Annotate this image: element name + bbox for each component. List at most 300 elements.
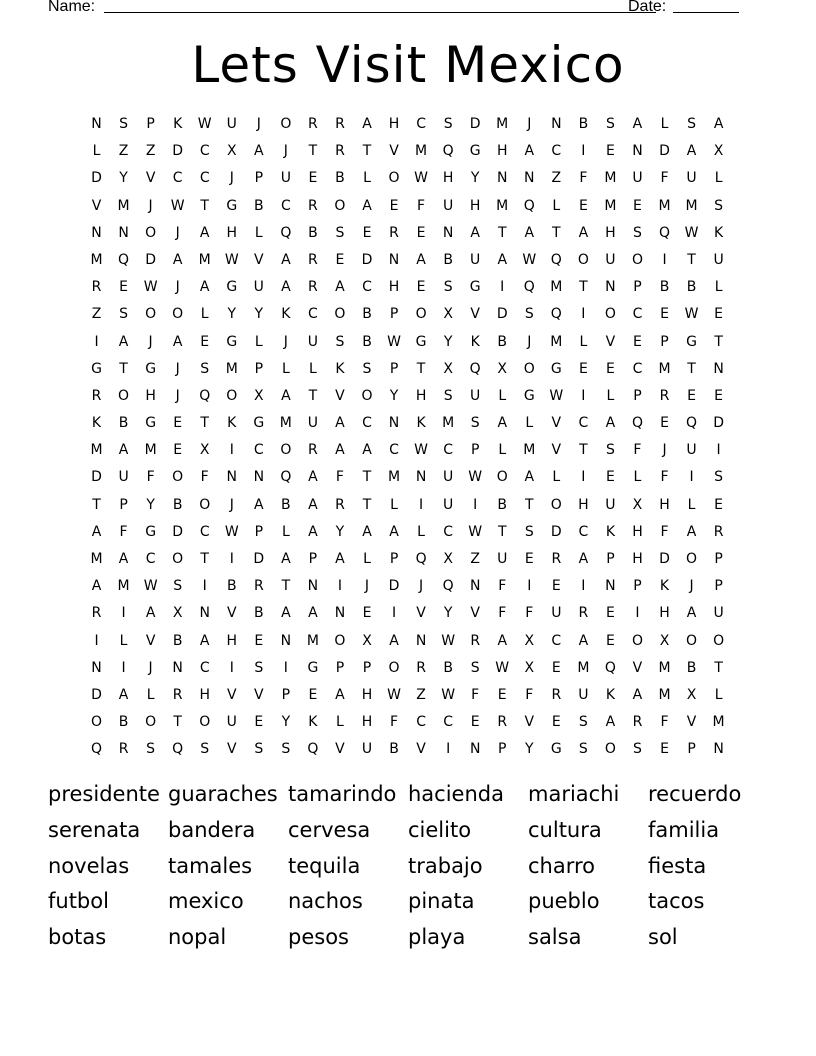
grid-letter[interactable]: C <box>443 442 454 459</box>
grid-letter[interactable]: M <box>117 578 130 595</box>
grid-letter[interactable]: O <box>334 306 346 323</box>
grid-letter[interactable]: A <box>281 279 291 296</box>
grid-letter[interactable]: I <box>94 333 99 350</box>
grid-letter[interactable]: G <box>226 333 238 350</box>
grid-letter[interactable]: I <box>716 442 721 459</box>
grid-letter[interactable]: V <box>551 415 562 432</box>
grid-letter[interactable]: A <box>118 442 129 459</box>
grid-letter[interactable]: K <box>91 415 102 432</box>
grid-letter[interactable]: A <box>199 279 210 296</box>
grid-letter[interactable]: E <box>308 686 318 703</box>
grid-letter[interactable]: H <box>145 387 156 404</box>
grid-letter[interactable]: I <box>121 659 126 676</box>
grid-letter[interactable]: Q <box>280 469 292 486</box>
grid-letter[interactable]: L <box>200 306 209 323</box>
grid-letter[interactable]: V <box>470 306 480 323</box>
grid-letter[interactable]: D <box>145 251 156 268</box>
grid-letter[interactable]: Q <box>280 224 292 241</box>
grid-letter[interactable]: J <box>229 170 234 187</box>
grid-letter[interactable]: P <box>335 659 345 676</box>
grid-letter[interactable]: D <box>253 551 265 567</box>
grid-letter[interactable]: I <box>635 605 640 622</box>
grid-letter[interactable]: Q <box>523 279 535 296</box>
grid-letter[interactable]: S <box>119 116 129 132</box>
grid-letter[interactable]: H <box>226 632 238 649</box>
grid-letter[interactable]: V <box>416 605 426 622</box>
grid-letter[interactable]: P <box>389 551 399 567</box>
grid-letter[interactable]: B <box>443 659 453 676</box>
grid-letter[interactable]: H <box>605 224 616 241</box>
grid-letter[interactable]: G <box>469 279 481 296</box>
grid-letter[interactable]: A <box>308 523 318 540</box>
grid-letter[interactable]: I <box>446 741 451 758</box>
grid-letter[interactable]: V <box>389 143 399 160</box>
grid-letter[interactable]: L <box>714 170 723 187</box>
grid-letter[interactable]: C <box>443 523 454 540</box>
grid-letter[interactable]: E <box>119 279 128 296</box>
grid-letter[interactable]: S <box>714 469 724 486</box>
grid-letter[interactable]: I <box>391 605 397 622</box>
grid-letter[interactable]: A <box>254 496 264 513</box>
grid-letter[interactable]: E <box>660 741 669 758</box>
grid-letter[interactable]: K <box>227 415 237 432</box>
grid-letter[interactable]: A <box>308 605 318 622</box>
grid-letter[interactable]: D <box>713 415 724 432</box>
grid-letter[interactable]: N <box>442 224 454 241</box>
grid-letter[interactable]: G <box>226 197 238 214</box>
grid-letter[interactable]: F <box>660 469 669 486</box>
grid-letter[interactable]: E <box>416 224 426 241</box>
grid-letter[interactable]: R <box>551 551 562 567</box>
grid-letter[interactable]: A <box>497 632 508 649</box>
grid-letter[interactable]: L <box>552 197 561 214</box>
grid-letter[interactable]: E <box>254 632 264 649</box>
grid-letter[interactable]: P <box>362 659 372 676</box>
grid-letter[interactable]: O <box>145 714 157 731</box>
grid-letter[interactable]: K <box>470 333 480 350</box>
grid-letter[interactable]: T <box>687 251 696 268</box>
grid-letter[interactable]: L <box>336 714 344 731</box>
grid-letter[interactable]: P <box>254 360 264 377</box>
grid-letter[interactable]: H <box>388 279 400 296</box>
grid-letter[interactable]: Z <box>91 306 102 323</box>
grid-letter[interactable]: S <box>173 578 183 595</box>
grid-letter[interactable]: N <box>388 251 400 268</box>
grid-letter[interactable]: U <box>632 170 643 187</box>
grid-letter[interactable]: U <box>226 714 237 731</box>
grid-letter[interactable]: D <box>659 143 670 160</box>
grid-letter[interactable]: F <box>390 714 399 731</box>
grid-letter[interactable]: Y <box>524 741 534 758</box>
grid-letter[interactable]: V <box>524 714 535 731</box>
grid-letter[interactable]: N <box>334 605 346 622</box>
grid-letter[interactable]: H <box>496 143 508 160</box>
grid-letter[interactable]: X <box>443 360 453 377</box>
grid-letter[interactable]: M <box>658 360 671 377</box>
grid-letter[interactable]: A <box>335 551 345 567</box>
grid-letter[interactable]: R <box>91 605 102 622</box>
grid-letter[interactable]: A <box>335 442 345 459</box>
grid-letter[interactable]: T <box>416 360 426 377</box>
grid-letter[interactable]: A <box>686 143 697 160</box>
grid-letter[interactable]: A <box>497 415 508 432</box>
grid-letter[interactable]: L <box>363 170 371 187</box>
grid-letter[interactable]: U <box>443 496 454 513</box>
grid-letter[interactable]: N <box>551 116 562 132</box>
grid-letter[interactable]: W <box>170 197 185 214</box>
grid-letter[interactable]: B <box>254 197 264 214</box>
grid-letter[interactable]: Y <box>227 306 237 323</box>
grid-letter[interactable]: P <box>633 387 642 404</box>
grid-letter[interactable]: D <box>388 578 400 595</box>
grid-letter[interactable]: G <box>523 387 535 404</box>
grid-letter[interactable]: T <box>173 714 182 731</box>
grid-letter[interactable]: F <box>633 442 642 459</box>
grid-letter[interactable]: O <box>118 387 130 404</box>
grid-letter[interactable]: I <box>581 143 586 160</box>
grid-letter[interactable]: L <box>281 360 290 377</box>
grid-letter[interactable]: R <box>253 578 264 595</box>
grid-letter[interactable]: W <box>387 686 401 703</box>
grid-letter[interactable]: N <box>632 143 643 160</box>
grid-letter[interactable]: C <box>308 306 318 323</box>
grid-letter[interactable]: A <box>281 387 291 404</box>
grid-letter[interactable]: I <box>283 659 288 676</box>
grid-letter[interactable]: M <box>604 197 617 214</box>
grid-letter[interactable]: L <box>714 279 723 296</box>
grid-letter[interactable]: T <box>524 496 534 513</box>
grid-letter[interactable]: E <box>416 279 426 296</box>
grid-letter[interactable]: T <box>714 333 723 350</box>
grid-letter[interactable]: E <box>633 197 642 214</box>
grid-letter[interactable]: V <box>145 632 156 649</box>
grid-letter[interactable]: A <box>605 415 616 432</box>
grid-letter[interactable]: X <box>199 442 210 459</box>
grid-letter[interactable]: G <box>686 333 697 350</box>
grid-letter[interactable]: C <box>443 714 454 731</box>
grid-letter[interactable]: Q <box>604 659 616 676</box>
grid-letter[interactable]: N <box>199 605 210 622</box>
grid-letter[interactable]: M <box>604 170 617 187</box>
grid-letter[interactable]: A <box>172 251 183 268</box>
grid-letter[interactable]: E <box>605 632 615 649</box>
grid-letter[interactable]: T <box>579 279 588 296</box>
grid-letter[interactable]: A <box>281 551 291 567</box>
grid-letter[interactable]: M <box>90 551 103 567</box>
grid-letter[interactable]: Y <box>443 605 453 622</box>
grid-letter[interactable]: U <box>443 469 454 486</box>
grid-letter[interactable]: I <box>689 469 694 486</box>
grid-letter[interactable]: K <box>659 578 670 595</box>
grid-letter[interactable]: A <box>335 415 345 432</box>
grid-letter[interactable]: G <box>145 415 157 432</box>
grid-letter[interactable]: B <box>335 170 345 187</box>
grid-letter[interactable]: H <box>226 224 238 241</box>
grid-letter[interactable]: N <box>91 116 102 132</box>
grid-letter[interactable]: P <box>714 551 723 567</box>
grid-letter[interactable]: O <box>415 306 427 323</box>
grid-letter[interactable]: K <box>281 306 291 323</box>
grid-letter[interactable]: O <box>577 251 589 268</box>
grid-letter[interactable]: U <box>605 251 616 268</box>
grid-letter[interactable]: I <box>581 387 586 404</box>
grid-letter[interactable]: C <box>578 415 589 432</box>
grid-letter[interactable]: V <box>470 605 480 622</box>
grid-letter[interactable]: K <box>335 360 345 377</box>
grid-letter[interactable]: O <box>145 306 157 323</box>
grid-letter[interactable]: R <box>308 442 318 459</box>
grid-letter[interactable]: E <box>633 333 642 350</box>
grid-letter[interactable]: A <box>605 714 616 731</box>
grid-letter[interactable]: A <box>362 116 372 132</box>
grid-letter[interactable]: T <box>92 496 101 513</box>
grid-letter[interactable]: O <box>631 632 643 649</box>
grid-letter[interactable]: B <box>389 741 399 758</box>
grid-letter[interactable]: M <box>387 469 401 486</box>
grid-letter[interactable]: D <box>659 551 670 567</box>
grid-letter[interactable]: J <box>175 387 180 404</box>
grid-letter[interactable]: V <box>226 686 237 703</box>
grid-letter[interactable]: U <box>713 251 724 268</box>
grid-letter[interactable]: O <box>172 469 184 486</box>
grid-letter[interactable]: A <box>308 496 318 513</box>
grid-letter[interactable]: Q <box>631 415 643 432</box>
grid-letter[interactable]: L <box>254 333 263 350</box>
grid-letter[interactable]: R <box>335 496 345 513</box>
grid-letter[interactable]: R <box>632 714 643 731</box>
grid-letter[interactable]: G <box>550 741 562 758</box>
grid-letter[interactable]: B <box>686 279 697 296</box>
grid-letter[interactable]: S <box>524 306 534 323</box>
grid-letter[interactable]: S <box>146 741 156 758</box>
grid-letter[interactable]: S <box>443 387 453 404</box>
grid-letter[interactable]: B <box>172 496 183 513</box>
grid-letter[interactable]: V <box>632 659 643 676</box>
grid-letter[interactable]: R <box>308 251 318 268</box>
grid-letter[interactable]: L <box>552 469 561 486</box>
grid-letter[interactable]: R <box>91 387 102 404</box>
grid-letter[interactable]: J <box>175 224 180 241</box>
grid-letter[interactable]: A <box>470 224 480 241</box>
grid-letter[interactable]: H <box>388 116 400 132</box>
grid-letter[interactable]: M <box>523 442 536 459</box>
grid-letter[interactable]: X <box>524 632 535 649</box>
grid-letter[interactable]: K <box>173 116 183 132</box>
grid-letter[interactable]: S <box>335 224 345 241</box>
grid-letter[interactable]: I <box>500 279 505 296</box>
grid-letter[interactable]: H <box>578 496 589 513</box>
grid-letter[interactable]: Z <box>416 686 426 703</box>
grid-letter[interactable]: C <box>199 170 210 187</box>
grid-letter[interactable]: N <box>253 469 265 486</box>
grid-letter[interactable]: N <box>415 632 427 649</box>
grid-letter[interactable]: S <box>254 659 264 676</box>
grid-letter[interactable]: C <box>632 360 643 377</box>
grid-letter[interactable]: W <box>414 170 428 187</box>
grid-letter[interactable]: P <box>281 686 291 703</box>
grid-letter[interactable]: H <box>469 197 481 214</box>
grid-letter[interactable]: E <box>578 360 588 377</box>
grid-letter[interactable]: T <box>362 469 372 486</box>
grid-letter[interactable]: T <box>687 360 696 377</box>
grid-letter[interactable]: B <box>172 632 183 649</box>
grid-letter[interactable]: C <box>280 197 291 214</box>
grid-letter[interactable]: Q <box>469 360 481 377</box>
grid-letter[interactable]: N <box>496 170 508 187</box>
grid-letter[interactable]: N <box>469 741 481 758</box>
grid-letter[interactable]: L <box>687 496 696 513</box>
grid-letter[interactable]: H <box>659 605 670 622</box>
grid-letter[interactable]: G <box>253 415 265 432</box>
grid-letter[interactable]: Q <box>415 551 427 567</box>
grid-letter[interactable]: M <box>415 143 428 160</box>
grid-letter[interactable]: T <box>200 415 209 432</box>
grid-letter[interactable]: D <box>91 170 102 187</box>
grid-letter[interactable]: L <box>119 632 128 649</box>
grid-letter[interactable]: G <box>550 360 562 377</box>
grid-letter[interactable]: V <box>335 387 345 404</box>
grid-letter[interactable]: A <box>686 605 697 622</box>
grid-letter[interactable]: O <box>713 632 725 649</box>
grid-letter[interactable]: A <box>145 605 156 622</box>
grid-letter[interactable]: E <box>524 551 534 567</box>
grid-letter[interactable]: F <box>200 469 209 486</box>
grid-letter[interactable]: L <box>660 116 669 132</box>
grid-letter[interactable]: Q <box>91 741 103 758</box>
grid-letter[interactable]: F <box>498 578 507 595</box>
grid-letter[interactable]: Q <box>442 578 454 595</box>
grid-letter[interactable]: O <box>361 387 373 404</box>
grid-letter[interactable]: S <box>119 306 129 323</box>
grid-letter[interactable]: V <box>605 333 616 350</box>
grid-letter[interactable]: L <box>525 415 534 432</box>
grid-letter[interactable]: F <box>579 170 588 187</box>
grid-letter[interactable]: E <box>308 170 318 187</box>
grid-letter[interactable]: B <box>118 415 129 432</box>
grid-letter[interactable]: L <box>579 333 588 350</box>
grid-letter[interactable]: D <box>361 251 373 268</box>
grid-letter[interactable]: P <box>389 306 399 323</box>
grid-letter[interactable]: W <box>224 523 239 540</box>
grid-letter[interactable]: R <box>470 632 481 649</box>
grid-letter[interactable]: Q <box>442 143 454 160</box>
grid-letter[interactable]: B <box>578 116 589 132</box>
grid-letter[interactable]: O <box>550 496 562 513</box>
grid-letter[interactable]: H <box>632 551 643 567</box>
grid-letter[interactable]: R <box>172 686 183 703</box>
grid-letter[interactable]: N <box>172 659 183 676</box>
grid-letter[interactable]: Y <box>389 387 399 404</box>
grid-letter[interactable]: B <box>443 251 453 268</box>
grid-letter[interactable]: S <box>470 659 480 676</box>
name-field-line[interactable] <box>104 12 656 13</box>
grid-letter[interactable]: K <box>308 714 318 731</box>
grid-letter[interactable]: O <box>172 551 184 567</box>
grid-letter[interactable]: P <box>633 578 642 595</box>
grid-letter[interactable]: N <box>605 279 616 296</box>
grid-letter[interactable]: Q <box>172 741 184 758</box>
grid-letter[interactable]: I <box>419 496 424 513</box>
grid-letter[interactable]: O <box>631 251 643 268</box>
grid-letter[interactable]: B <box>308 224 318 241</box>
grid-letter[interactable]: A <box>632 116 643 132</box>
grid-letter[interactable]: U <box>713 605 724 622</box>
grid-letter[interactable]: G <box>469 143 481 160</box>
grid-letter[interactable]: T <box>308 387 318 404</box>
grid-letter[interactable]: M <box>685 197 698 214</box>
grid-letter[interactable]: P <box>714 578 723 595</box>
grid-letter[interactable]: N <box>469 578 481 595</box>
grid-letter[interactable]: F <box>525 686 534 703</box>
grid-letter[interactable]: M <box>144 442 157 459</box>
grid-letter[interactable]: A <box>416 251 426 268</box>
grid-letter[interactable]: E <box>551 578 561 595</box>
grid-letter[interactable]: U <box>470 387 481 404</box>
grid-letter[interactable]: W <box>468 469 483 486</box>
grid-letter[interactable]: A <box>713 116 724 132</box>
grid-letter[interactable]: X <box>497 360 508 377</box>
grid-letter[interactable]: C <box>551 632 562 649</box>
grid-letter[interactable]: X <box>686 686 697 703</box>
grid-letter[interactable]: T <box>497 523 507 540</box>
grid-letter[interactable]: W <box>143 578 158 595</box>
grid-letter[interactable]: U <box>361 741 373 758</box>
grid-letter[interactable]: S <box>281 741 291 758</box>
grid-letter[interactable]: D <box>91 469 102 486</box>
grid-letter[interactable]: E <box>660 415 669 432</box>
grid-letter[interactable]: G <box>226 279 238 296</box>
grid-letter[interactable]: T <box>714 659 723 676</box>
grid-letter[interactable]: S <box>714 197 724 214</box>
grid-letter[interactable]: X <box>659 632 670 649</box>
grid-letter[interactable]: A <box>199 632 210 649</box>
grid-letter[interactable]: N <box>713 360 724 377</box>
grid-letter[interactable]: I <box>581 306 586 323</box>
grid-letter[interactable]: W <box>468 523 483 540</box>
grid-letter[interactable]: S <box>633 224 642 241</box>
grid-letter[interactable]: K <box>714 224 724 241</box>
grid-letter[interactable]: L <box>363 551 371 567</box>
grid-letter[interactable]: I <box>121 605 126 622</box>
grid-letter[interactable]: C <box>253 442 264 459</box>
grid-letter[interactable]: X <box>443 551 453 567</box>
grid-letter[interactable]: H <box>361 714 373 731</box>
grid-letter[interactable]: O <box>280 116 292 132</box>
grid-letter[interactable]: M <box>279 415 292 432</box>
grid-letter[interactable]: A <box>524 143 535 160</box>
grid-letter[interactable]: R <box>308 116 318 132</box>
grid-letter[interactable]: U <box>605 496 616 513</box>
grid-letter[interactable]: N <box>388 415 400 432</box>
grid-letter[interactable]: E <box>362 605 372 622</box>
grid-letter[interactable]: G <box>91 360 102 377</box>
grid-letter[interactable]: A <box>362 523 372 540</box>
grid-letter[interactable]: C <box>389 442 399 459</box>
grid-letter[interactable]: X <box>362 632 372 649</box>
grid-letter[interactable]: A <box>91 523 102 540</box>
grid-letter[interactable]: M <box>306 632 319 649</box>
grid-letter[interactable]: M <box>658 686 671 703</box>
grid-letter[interactable]: M <box>90 251 103 268</box>
grid-letter[interactable]: F <box>660 523 669 540</box>
grid-letter[interactable]: R <box>416 659 426 676</box>
grid-letter[interactable]: L <box>390 496 398 513</box>
grid-letter[interactable]: C <box>551 143 562 160</box>
grid-letter[interactable]: F <box>498 605 507 622</box>
grid-letter[interactable]: B <box>281 496 291 513</box>
grid-letter[interactable]: A <box>632 686 643 703</box>
grid-letter[interactable]: T <box>362 143 372 160</box>
